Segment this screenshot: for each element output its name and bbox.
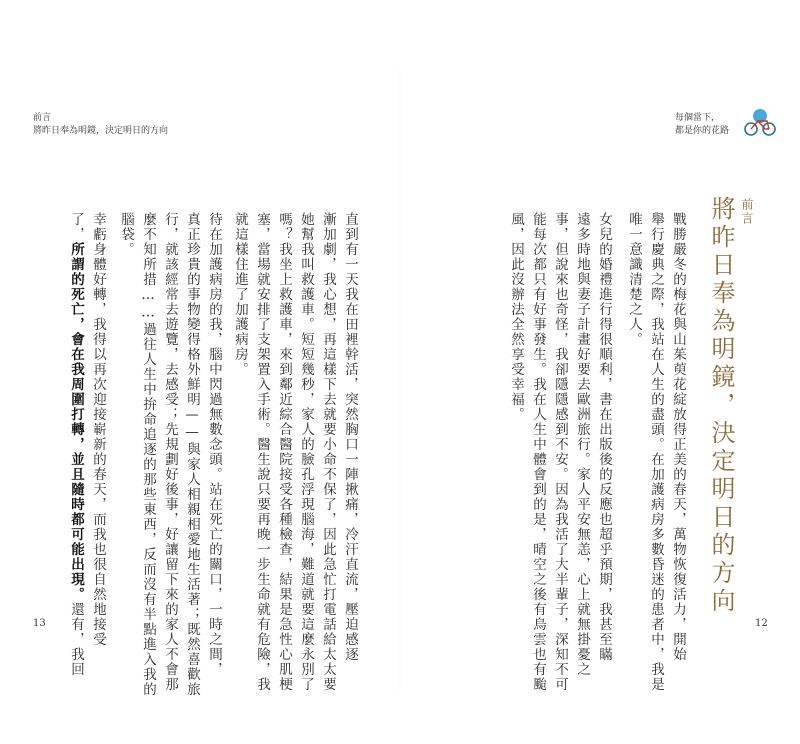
left-body-line-3: 她幫我叫救護車。短短幾秒，家人的臉孔浮現腦海，難道就要這麼永別了: [298, 212, 314, 692]
left-body-line-12: 幸虧身體好轉，我得以再次迎接嶄新的春天，而我也很自然地接受: [90, 212, 106, 647]
left-body-line-8: 真正珍貴的事物變得格外鮮明——與家人相親相愛地生活著；既然喜歡旅: [184, 212, 200, 697]
left-running-header: [33, 112, 168, 138]
bicycle-icon: [742, 108, 778, 138]
left-body-line-1: 直到有一天我在田裡幹活，突然胸口一陣揪痛，冷汗直流，壓迫感逐: [342, 212, 358, 662]
left-body-line-4: 嗎？我坐上救護車，來到鄰近綜合醫院接受各種檢查，結果是急性心肌梗: [276, 212, 292, 692]
left-body-line-6: 就這樣住進了加護病房。: [232, 212, 248, 377]
book-gutter: [399, 70, 401, 690]
right-body-line-5: 遠多時地與妻子計畫好要去歐洲旅行。家人平安無恙，心上就無掛憂之: [574, 212, 590, 677]
right-body-line-2: 舉行慶典之際，我站在人生的盡頭。在加護病房多數昏迷的患者中，我是: [648, 212, 664, 692]
emphasized-sentence: 所謂的死亡，會在我周圍打轉，並且隨時都可能出現。: [68, 242, 84, 602]
left-header-title: 將昨日奉為明鏡，決定明日的方向: [33, 126, 169, 136]
left-body-line-2: 漸加劇，我心想，再這樣下去就要小命不保了，因此急忙打電話給太太要: [320, 212, 336, 692]
page-number-left: 13: [33, 618, 46, 629]
right-body-line-6: 事，但說來也奇怪，我卻隱隱感到不安。因為我活了大半輩子，深知不可: [552, 212, 568, 692]
page-number-right: 12: [755, 618, 768, 629]
left-body-line-10: 麼不知所措……過往人生中拚命追逐的那些東西，反而沒有半點進入我的: [140, 212, 156, 697]
left-body-line-13: [65, 212, 87, 677]
preface-label: 前言: [740, 198, 754, 226]
left-body-line-13-start: 了，: [68, 212, 84, 242]
right-body-line-4: 女兒的婚禮進行得很順利，書在出版後的反應也超乎預期，我甚至瞞: [596, 212, 612, 662]
left-body-line-5: 塞，當場就安排了支架置入手術。醫生說只要再晚一步生命就有危險，我: [254, 212, 270, 692]
left-body-line-7: 待在加護病房的我，腦中閃過無數念頭。站在死亡的關口，一時之間，: [206, 212, 222, 677]
left-body-line-13-end: 還有，我回: [68, 602, 84, 677]
right-body-line-3: 唯一意識清楚之人。: [626, 212, 642, 347]
left-body-line-11: 腦袋。: [118, 212, 134, 257]
right-body-line-8: 風，因此沒辦法全然享受幸福。: [508, 212, 524, 422]
right-body-line-1: 戰勝嚴冬的梅花與山茱萸花綻放得正美的春天，萬物恢復活力，開始: [670, 212, 686, 662]
right-header-line2: 都是你的花路: [675, 126, 730, 136]
right-header-line1: 每個當下，: [675, 113, 721, 123]
right-body-line-7: 能每次都只有好事發生。我在人生中體會到的是，晴空之後有烏雲也有颱: [530, 212, 546, 692]
chapter-title: 將昨日奉為明鏡，決定明日的方向: [707, 196, 735, 616]
right-running-header: [675, 112, 729, 138]
left-body-line-9: 行，就該經常去遊覽，去感受；先規劃好後事，好讓留下來的家人不會那: [162, 212, 178, 692]
left-header-chapter: 前言: [33, 113, 52, 123]
